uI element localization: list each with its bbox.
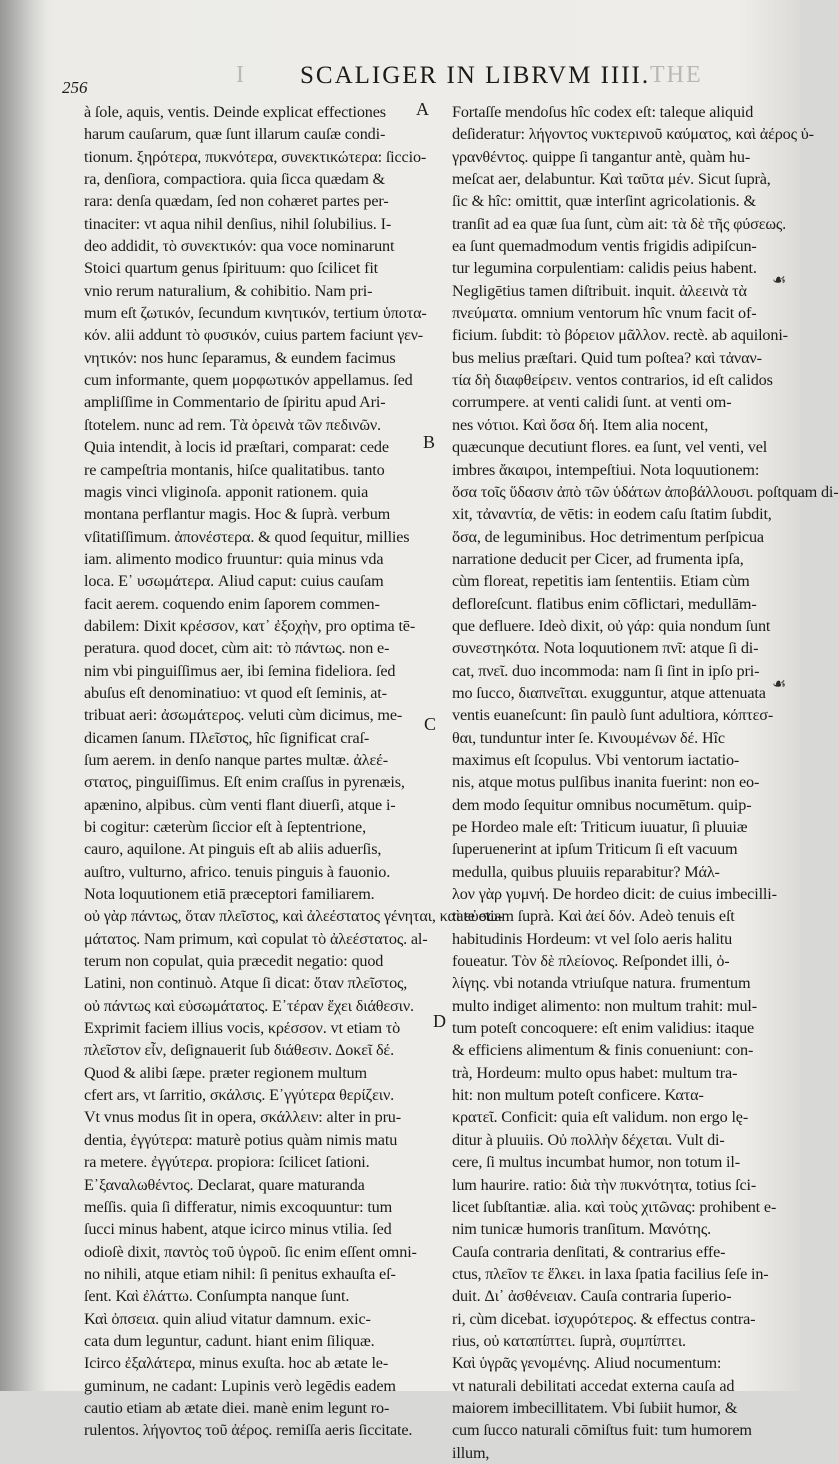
text-line: ctus, πλεῖον τε ἕλκει. in laxa ſpatia facilius ſeſe in-: [452, 1264, 769, 1283]
text-line: harum cauſarum, quæ ſunt illarum cauſæ condi-: [84, 125, 386, 144]
text-line: mum eſt ζωτικόν, ſecundum κινητικόν, tertium ὑποτα-: [84, 304, 427, 323]
text-line: Nota loquutionem etiā præceptori familiarem.: [84, 885, 375, 904]
text-line: tur legumina corpulentiam: calidis peius habent.: [452, 259, 757, 278]
text-line: τία δὴ διαφθείρειν. ventos contrarios, id eſt calidos: [452, 371, 773, 390]
text-line: montana perflantur magis. Hoc & ſuprà. verbum: [84, 505, 391, 524]
text-line: odioſè dixit, παντὸς τοῦ ὑγροῦ. ſic enim eſſent omni-: [84, 1242, 417, 1261]
text-line: peratura. quod docet, cùm ait: τὸ πάντως. non e-: [84, 639, 390, 658]
section-marker-a: A: [416, 99, 429, 119]
text-line: ὅσα, de leguminibus. Hoc detrimentum perſpicua: [452, 527, 764, 546]
text-line: que defluere. Ideò dixit, οὐ γάρ: quia nondum ſunt: [452, 616, 771, 635]
text-line: γρανθέντος. quippe ſi tangantur antè, quàm hu-: [452, 147, 751, 166]
text-line: corrumpere. at venti calidi ſunt. at venti om-: [452, 393, 732, 412]
text-line: maiorem imbecillitatem. Vbi ſubiit humor, &: [452, 1398, 738, 1417]
text-line: ditur à pluuiis. Οὐ πολλὴν δέχεται. Vult di-: [452, 1130, 725, 1149]
text-line: defloreſcunt. flatibus enim cōflictari, medullām-: [452, 594, 757, 613]
text-line: quæcunque decutiunt flores. ea ſunt, vel venti, vel: [452, 438, 768, 457]
text-line: nim vbi pinguiſſimus aer, ibi ſemina fideliora. ſed: [84, 661, 396, 680]
text-line: apænino, alpibus. cùm venti flant diuerſi, atque i-: [84, 795, 396, 814]
text-line: tribuat aeri: ἀσωμάτερος. veluti cùm dicimus, me-: [84, 706, 403, 725]
text-line: Vt vnus modus ſit in opera, σκάλλειν: alter in pru-: [84, 1108, 401, 1127]
text-line: illum,: [452, 1443, 490, 1462]
text-line: bus melius præſtari. Quid tum poſtea? καὶ τἀναν-: [452, 348, 762, 367]
text-line: deſideratur: λήγοντος νυκτερινοῦ καύματος, καὶ ἀέρος ὑ-: [452, 125, 814, 144]
text-line: μάτατος. Nam primum, καὶ copulat τὸ ἀλεέστατος. al-: [84, 929, 428, 948]
text-line: συνεστηκότα. Nota loquutionem πνῖ: atque ſi di-: [452, 639, 759, 658]
section-marker-d: D: [433, 1011, 446, 1031]
text-line: cautio etiam ab ætate diei. manè enim legunt ro-: [84, 1398, 390, 1417]
text-line: medulla, quibus pluuiis reparabitur? Μάλ-: [452, 862, 720, 881]
text-line: cat, πνεῖ. duo incommoda: nam ſi ſint in ipſo pri-: [452, 661, 760, 680]
text-line: Quod & alibi ſæpe. præter regionem multum: [84, 1063, 367, 1082]
text-line: loca. Ε᾽ υσωμάτερα. Aliud caput: cuius cauſam: [84, 572, 384, 591]
text-line: πλεῖστον εἶν, deſignauerit ſub διάθεσιν. Δοκεῖ δέ.: [84, 1041, 394, 1060]
text-line: meſſis. quia ſi differatur, nimis excoquuntur: tum: [84, 1197, 393, 1216]
text-line: xit, τἀναντία, de vētis: in eodem caſu ſtatim ſubdit,: [452, 505, 772, 524]
text-line: ὅσα τοῖς ὕδασιν ἀπὸ τῶν ὑδάτων ἀποβάλλουσι. poſtquam di-: [452, 482, 839, 501]
text-line: nim tunicæ humoris tranſitum. Μανότης.: [452, 1220, 711, 1239]
text-line: auſtro, vulturno, africo. tenuis pinguis à fauonio.: [84, 862, 391, 881]
text-line: tranſit ad ea quæ ſua ſunt, cùm ait: τὰ δὲ τῆς φύσεως.: [452, 214, 787, 233]
page-number: 256: [62, 78, 88, 97]
text-line: κόν. alii addunt τὸ φυσικόν, cuius partem faciunt γεν-: [84, 326, 424, 345]
text-line: abuſus eſt denominatiuo: vt quod eſt ſeminis, at-: [84, 683, 387, 702]
text-line: tate etiam ſuprà. Καὶ ἀεί δόν. Adeò tenuis eſt: [452, 907, 735, 926]
right-text-column: [452, 101, 839, 1464]
text-line: Fortaſſe mendoſus hîc codex eſt: taleque aliquid: [452, 103, 754, 121]
text-line: ventis euaneſcunt: ſin paulò ſunt adultiora, κόπτεσ-: [452, 706, 774, 725]
text-line: rara: denſa quædam, ſed non cohæret partes per-: [84, 192, 389, 211]
text-line: ſent. Καὶ ἐλάττω. Conſumpta nanque ſunt.: [84, 1287, 350, 1306]
text-line: nis, atque motus pulſibus inanita fuerint: non eo-: [452, 773, 760, 792]
text-line: Latini, non continuò. Atque ſi dicat: ὅταν πλεῖστος,: [84, 974, 408, 993]
text-line: ampliſſime in Commentario de ſpiritu apud Ari-: [84, 393, 386, 412]
text-line: licet ſubſtantiæ. alia. καὶ τοὺς χιτῶνας: prohibent e-: [452, 1197, 777, 1216]
text-line: ſtotelem. nunc ad rem. Τὰ ὀρεινὰ τῶν πεδινῶν.: [84, 415, 381, 434]
text-line: ra metere. ἐγγύτερα. propiora: ſcilicet ſationi.: [84, 1153, 370, 1172]
text-line: cum informante, quem μορφωτικόν appellamus. ſed: [84, 371, 413, 390]
text-line: terum non copulat, quia præcedit negatio: quod: [84, 952, 384, 971]
text-line: Quia intendit, à locis id præſtari, comparat: cede: [84, 438, 389, 457]
text-line: dicamen ſanum. Πλεῖστος, hîc ſignificat craſ-: [84, 728, 370, 747]
text-line: Icirco ἐξαλάτερα, minus exuſta. hoc ab ætate le-: [84, 1354, 389, 1373]
text-line: πνεύματα. omnium ventorum hîc vnum facit of-: [452, 304, 757, 323]
text-line: foueatur. Τὸν δὲ πλείονος. Reſpondet illi, ὀ-: [452, 952, 730, 971]
text-line: habitudinis Hordeum: vt vel ſolo aeris halitu: [452, 929, 733, 948]
text-line: cere, ſi multus incumbat humor, non totum il-: [452, 1153, 740, 1172]
text-line: rius, οὐ καταπίπτει. ſuprà, συμπίπτει.: [452, 1331, 686, 1350]
text-line: no nihili, atque etiam nihil: ſi penitus exhauſta eſ-: [84, 1264, 396, 1283]
text-line: οὐ πάντως καὶ εὐσωμάτατος. Ε᾽τέραν ἔχει διάθεσιν.: [84, 996, 414, 1015]
text-line: meſcat aer, delabuntur. Καὶ ταῦτα μέν. Sicut ſuprà,: [452, 170, 771, 189]
text-line: pe Hordeo male eſt: Triticum iuuatur, ſi pluuiæ: [452, 818, 748, 836]
text-line: guminum, ne cadant: Lupinis verò legēdis eadem: [84, 1376, 396, 1395]
text-line: imbres ἄκαιροι, intempeſtiui. Nota loquutionem:: [452, 460, 760, 479]
left-text-column: [84, 101, 503, 1442]
text-line: mo ſucco, διαπνεῖται. exugguntur, atque attenuata: [452, 683, 766, 702]
show-through-text-left: I: [236, 62, 246, 88]
text-line: ra, denſiora, compactiora. quia ſicca quædam &: [84, 170, 385, 189]
text-line: vt naturali debilitati accedat externa cauſa ad: [452, 1376, 735, 1395]
text-line: hit: non multum poteſt conficere. Κατα-: [452, 1086, 704, 1105]
margin-ornament-icon: ☙: [772, 270, 787, 289]
text-line: facit aerem. coquendo enim ſaporem commen-: [84, 594, 380, 613]
text-line: magis vinci vliginoſa. apponit rationem. quia: [84, 482, 369, 501]
text-line: rulentos. λήγοντος τοῦ ἀέρος. remiſſa aeris ſiccitate.: [84, 1421, 413, 1440]
running-title: SCALIGER IN LIBRVM IIII.: [300, 62, 651, 89]
text-line: multo indiget alimento: non multum trahit: mul-: [452, 996, 757, 1015]
text-line: cum ſucco naturali cōmiſtus fuit: tum humorem: [452, 1421, 752, 1440]
text-line: deo addidit, τὸ συνεκτικόν: qua voce nominarunt: [84, 237, 395, 256]
text-line: dem modo ſequitur omnibus nocumētum. quip-: [452, 795, 752, 814]
margin-ornament-icon: ☙: [772, 674, 787, 693]
text-line: lum haurire. ratio: διὰ τὴν πυκνότητα, totius ſci-: [452, 1175, 757, 1194]
section-marker-b: B: [423, 432, 436, 452]
text-line: θαι, tunduntur inter ſe. Κινουμένων δέ. Hîc: [452, 728, 725, 747]
text-line: dentia, ἐγγύτερα: maturè potius quàm nimis matu: [84, 1130, 398, 1149]
text-line: Cauſa contraria denſitati, & contrarius effe-: [452, 1242, 726, 1261]
text-line: ea ſunt quemadmodum ventis frigidis adipiſcun-: [452, 237, 757, 256]
show-through-text-right: THE: [650, 62, 703, 88]
text-line: ficium. ſubdit: τὸ βόρειον μᾶλλον. rectè. ab aquiloni-: [452, 326, 788, 345]
text-line: nes νότιοι. Καὶ ὅσα δή. Item alia nocent,: [452, 415, 709, 434]
section-marker-c: C: [424, 714, 437, 734]
text-line: cùm floreat, repetitis iam ſententiis. Etiam cùm: [452, 572, 750, 591]
text-line: Stoici quartum genus ſpirituum: quo ſcilicet fit: [84, 259, 379, 278]
text-line: narratione deducit per Cicer, ad frumenta ipſa,: [452, 549, 744, 568]
text-line: ri, cùm dicebat. ἰσχυρότερος. & effectus contra-: [452, 1309, 756, 1328]
text-line: Exprimit faciem illius vocis, κρέσσον. vt etiam τὸ: [84, 1019, 401, 1038]
text-line: dabilem: Dixit κρέσσον, κατ᾽ ἐξοχὴν, pro optima tē-: [84, 616, 416, 635]
text-line: λίγης. vbi notanda vtriuſque natura. frumentum: [452, 974, 751, 993]
text-line: Καὶ ὑγρᾶς γενομένης. Aliud nocumentum:: [452, 1354, 722, 1373]
binding-shadow: [0, 0, 48, 1391]
text-line: ſum aerem. in denſo nanque partes multæ. ἀλεέ-: [84, 750, 388, 769]
text-line: Ε᾽ξαναλωθέντος. Declarat, quare maturanda: [84, 1175, 365, 1194]
text-line: bi cogitur: cæterùm ſiccior eſt à ſeptentrione,: [84, 818, 366, 836]
text-line: ſuperuenerint at ipſum Triticum ſi eſt vacuum: [452, 840, 738, 859]
text-line: στατος, pinguiſſimus. Eſt enim craſſus in pyrenæis,: [84, 773, 405, 792]
text-line: re campeſtria montanis, hiſce qualitatibus. tanto: [84, 460, 385, 479]
text-line: ſucci minus habent, atque icirco minus vtilia. ſed: [84, 1220, 392, 1239]
text-line: tum poteſt concoquere: eſt enim validius: itaque: [452, 1019, 755, 1038]
text-line: νητικόν: nos hunc ſeparamus, & eundem facimus: [84, 348, 396, 367]
text-line: trà, Hordeum: multo opus habet: multum tra-: [452, 1063, 738, 1082]
text-line: cata dum leguntur, cadunt. hiant enim ſiliquæ.: [84, 1331, 375, 1350]
text-line: vnio rerum naturalium, & cohibitio. Nam pri-: [84, 281, 373, 300]
text-line: ſic & hîc: omittit, quæ interſint agricolationis. &: [452, 192, 756, 211]
text-line: cauro, aquilone. At pinguis eſt ab aliis aduerſis,: [84, 840, 382, 859]
text-line: duit. Δι᾽ ἀσθένειαν. Cauſa contraria ſuperio-: [452, 1287, 732, 1306]
text-line: à ſole, aquis, ventis. Deinde explicat effectiones: [84, 103, 386, 121]
text-line: tionum. ξηρότερα, πυκνότερα, συνεκτικώτερα: ſiccio-: [84, 147, 427, 166]
text-line: iam. alimento modico fruuntur: quia minus vda: [84, 549, 384, 568]
text-line: λον γὰρ γυμνή. De hordeo dicit: de cuius imbecilli-: [452, 885, 777, 904]
text-line: Negligētius tamen diſtribuit. inquit. ἀλεεινὰ τὰ: [452, 281, 747, 300]
text-line: & efficiens alimentum & finis conueniunt: con-: [452, 1041, 754, 1060]
text-line: οὐ γὰρ πάντως, ὅταν πλεῖστος, καὶ ἀλεέστατος γένηται, καὶ εὐσω-: [84, 907, 503, 926]
text-line: vſitatiſſimum. ἀπονέστερα. & quod ſequitur, millies: [84, 527, 410, 546]
text-line: cfert ars, vt ſarritio, σκάλσις. Ε᾽γγύτερα θερίζειν.: [84, 1086, 395, 1105]
text-line: Καὶ ὀπσεια. quin aliud vitatur damnum. exic-: [84, 1309, 371, 1328]
text-line: maximus eſt ſcopulus. Vbi ventorum iactatio-: [452, 750, 740, 769]
text-line: tinaciter: vt aqua nihil denſius, nihil ſolubilius. I-: [84, 214, 392, 233]
text-line: κρατεῖ. Conficit: quia eſt validum. non ergo lę-: [452, 1108, 749, 1127]
